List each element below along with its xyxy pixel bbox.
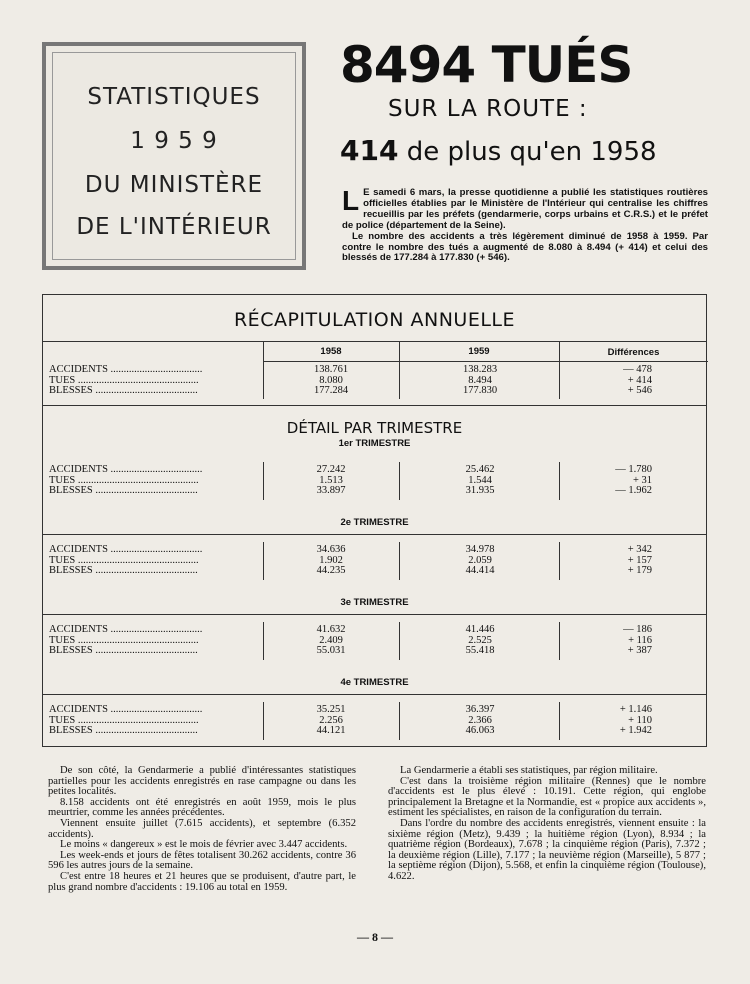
table-cell: 177.284 [313,385,349,396]
table-cell: 55.418 [465,645,495,656]
table-cell: BLESSES ....................................... [49,726,198,736]
table-cell: TUES .............................................. [49,555,199,566]
stats-line: DU MINISTÈRE [84,172,264,198]
table-cell: 1.544 [468,474,492,486]
table-cell: 44.121 [316,725,346,736]
row-labels [49,705,264,737]
delta-number: 414 [340,134,399,167]
values-diff [600,545,652,577]
table-cell: + 342 [627,544,652,555]
table-cell: — 1.962 [615,485,652,496]
values-1959 [435,545,525,577]
table-cell: — 1.780 [615,464,652,475]
drop-cap: L [342,185,360,216]
col-header-1959: 1959 [468,346,490,357]
table-cell: 25.462 [465,464,495,475]
body-paragraph: Le moins « dangereux » est le mois de février avec 3.447 accidents. [60,839,348,851]
table-cell: 8.494 [468,374,492,386]
table-cell: 27.242 [316,464,346,475]
table-cell: 34.978 [465,544,495,555]
values-1958 [286,365,376,397]
table-cell: 138.283 [462,364,498,375]
table-cell: 33.897 [316,485,346,496]
values-diff [600,705,652,737]
table-cell: 8.080 [319,374,343,386]
table-cell: 55.031 [316,645,346,656]
table-cell: + 110 [628,714,652,726]
table-cell: BLESSES ....................................... [49,646,198,656]
table-cell: 2.525 [468,634,492,646]
table-cell: + 179 [627,565,652,576]
intro-text [342,185,708,264]
table-cell: BLESSES ....................................... [49,566,198,576]
table-cell: 1.513 [319,474,343,486]
body-paragraph: La Gendarmerie a établi ses statistiques, par région militaire. [400,765,658,776]
table-cell: BLESSES ....................................... [49,486,198,496]
detail-title: DÉTAIL PAR TRIMESTRE [286,419,463,437]
table-cell: TUES .............................................. [49,475,199,486]
values-1958 [286,705,376,737]
quarter-label: 1er TRIMESTRE [338,438,411,449]
quarter-label: 3e TRIMESTRE [340,597,409,608]
values-diff [600,365,652,397]
values-1959 [435,465,525,497]
values-1959 [435,705,525,737]
values-1958 [286,625,376,657]
col-header-1958: 1958 [320,346,342,357]
table-cell: 138.761 [313,364,349,375]
row-labels [49,465,264,497]
table-cell: ACCIDENTS ................................... [49,545,203,555]
values-1958 [286,545,376,577]
table-cell: 1.902 [319,554,343,566]
table-cell: — 186 [623,624,652,635]
table-cell: 2.409 [319,634,343,646]
table-cell: 2.059 [468,554,492,566]
quarter-label: 2e TRIMESTRE [340,517,409,528]
body-paragraph: Dans l'ordre du nombre des accidents enregistrés, viennent ensuite : la sixième région (Metz), 9.439 ; la huitième région (Lyon), 8.934 ; la quatrième région (Bordeaux), 7.678 ; la cinquième région (Paris), 7.372 ; la deuxième région (Lille), 7.177 ; la neuvième région (Marseille), 5 877 ; la septième région (Dijon), 5.568, et enfin la cinquième région (Toulouse), 4.622. [388,817,706,882]
recap-table [42,294,707,747]
body-paragraph: C'est entre 18 heures et 21 heures que se produisent, d'autre part, le plus grand nombre d'accidents : 19.106 au total en 1959. [48,870,356,893]
stats-line: 1 9 5 9 [130,128,218,154]
table-cell: 44.414 [465,565,495,576]
table-cell: 34.636 [316,544,346,555]
table-cell: ACCIDENTS ................................... [49,365,203,375]
values-diff [600,625,652,657]
table-cell: 41.632 [316,624,346,635]
table-cell: + 387 [627,645,652,656]
values-diff [600,465,652,497]
page-number: — 8 — [357,930,393,944]
table-cell: 44.235 [316,565,346,576]
body-paragraph: 8.158 accidents ont été enregistrés en août 1959, mois le plus meurtrier, comme les années précédentes. [48,796,356,819]
table-cell: TUES .............................................. [49,715,199,726]
table-cell: 36.397 [465,704,495,715]
col-header-diff: Différences [607,347,660,358]
table-cell: TUES .............................................. [49,635,199,646]
table-cell: + 1.146 [619,704,652,715]
table-cell: + 1.942 [619,725,652,736]
intro-paragraph: E samedi 6 mars, la presse quotidienne a publié les statistiques routières officielles établies par le Ministère de l'Intérieur qui centralise les chiffres recueillis par les préfets (gendarmerie, corps urbains et C.R.S.) et le préfet de police (département de la Seine). [342,187,708,231]
table-cell: 177.830 [462,385,498,396]
stats-line: DE L'INTÉRIEUR [76,214,272,240]
body-paragraph: De son côté, la Gendarmerie a publié d'intéressantes statistiques partielles pour les accidents enregistrés en rase campagne ou dans les petites localités. [48,765,356,798]
table-cell: 2.256 [319,714,343,726]
body-paragraph: Les week-ends et jours de fêtes totalisent 30.262 accidents, contre 36 596 les autres jours de la semaine. [48,849,356,872]
stats-title-box [42,42,306,270]
table-cell: 35.251 [316,704,346,715]
table-cell: + 414 [627,374,652,386]
table-cell: ACCIDENTS ................................... [49,465,203,475]
table-cell: 31.935 [465,485,495,496]
table-cell: ACCIDENTS ................................... [49,625,203,635]
table-title: RÉCAPITULATION ANNUELLE [233,309,516,331]
values-1959 [435,625,525,657]
table-cell: 2.366 [468,714,492,726]
table-cell: 41.446 [465,624,495,635]
headline-subtitle: SUR LA ROUTE : [388,96,588,122]
table-cell: + 157 [627,554,652,566]
table-cell: + 31 [632,474,652,486]
table-cell: BLESSES ....................................... [49,386,198,396]
body-paragraph: Viennent ensuite juillet (7.615 accidents), et septembre (6.352 accidents). [48,817,356,840]
row-labels [49,625,264,657]
row-labels [49,545,264,577]
delta-text: de plus qu'en 1958 [398,137,657,167]
row-labels [49,365,264,397]
quarter-label: 4e TRIMESTRE [340,677,409,688]
intro-paragraph: Le nombre des accidents a très légèrement diminué de 1958 à 1959. Par contre le nombre des tués a augmenté de 8.080 à 8.494 (+ 414) et celui des blessés de 177.284 à 177.830 (+ 546). [342,230,708,264]
stats-line: STATISTIQUES [87,84,261,110]
values-1958 [286,465,376,497]
table-cell: + 546 [627,385,652,396]
values-1959 [435,365,525,397]
headline-title: 8494 TUÉS [340,36,633,94]
headline-delta [340,134,657,167]
table-cell: + 116 [628,634,652,646]
table-cell: ACCIDENTS ................................... [49,705,203,715]
table-cell: — 478 [623,364,652,375]
body-column-right [388,766,706,883]
table-cell: TUES .............................................. [49,375,199,386]
table-cell: 46.063 [465,725,495,736]
body-paragraph: C'est dans la troisième région militaire (Rennes) que le nombre d'accidents est le plus élevé : 10.191. Cette région, qui englobe principalement la Bretagne et la Normandie, est « propice aux accidents », estiment les spécialistes, en raison de la configuration du terrain. [388,775,706,819]
body-column-left [48,766,356,893]
